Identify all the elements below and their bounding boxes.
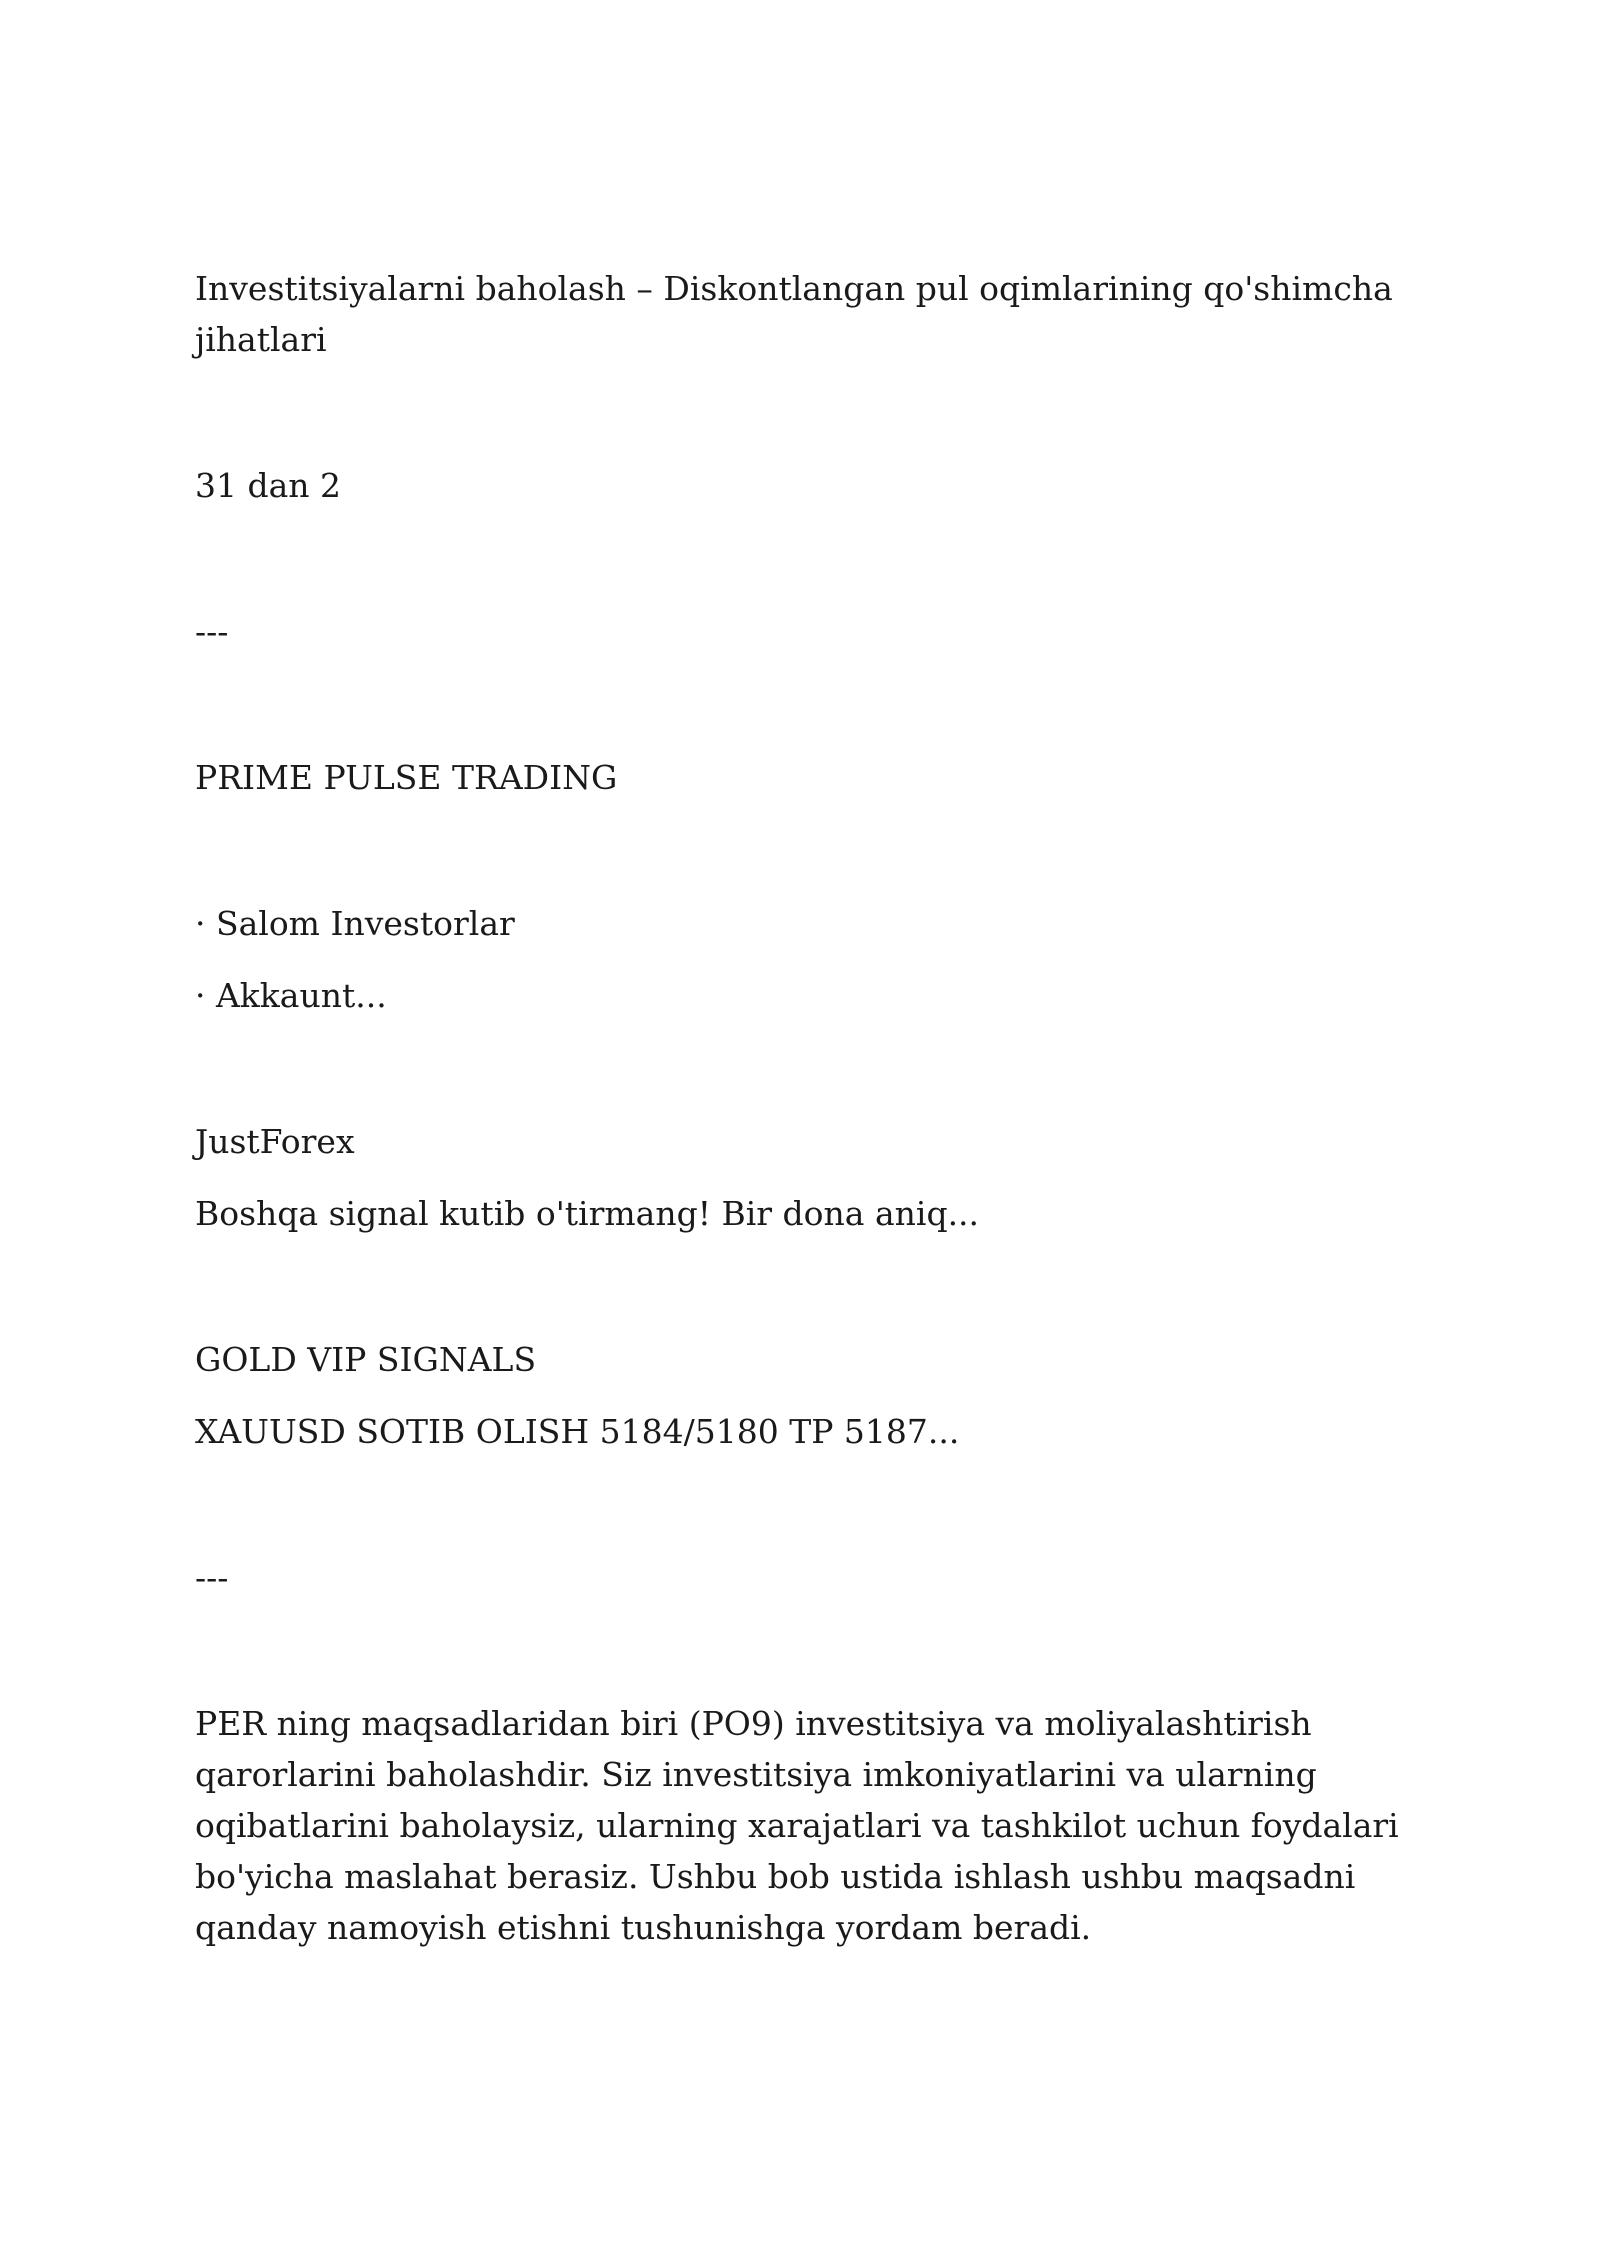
body-paragraph: PER ning maqsadlaridan biri (PO9) investitsiya va moliyalashtirish qarorlarini baholashdir. Siz investitsiya imkoniyatlarini va ularning oqibatlarini baholaysiz, ularning xarajatlari va tashkilot uchun foydalari bo'yicha maslahat berasiz. Ushbu bob ustida ishlash ushbu maqsadni qanday namoyish etishni tushunishga yordam beradi.	[195, 1704, 1410, 1947]
feed-bullet[interactable]: · Akkaunt...	[195, 976, 387, 1015]
feed-item-message[interactable]: Boshqa signal kutib o'tirmang! Bir dona aniq...	[195, 1194, 980, 1233]
feed-bullet[interactable]: · Salom Investorlar	[195, 904, 515, 943]
page-title: Investitsiyalarni baholash – Diskontlangan pul oqimlarining qo'shimcha jihatlari	[195, 269, 1404, 359]
feed-item-name[interactable]: JustForex	[195, 1122, 355, 1161]
page-indicator: 31 dan 2	[195, 466, 342, 505]
separator: ---	[195, 612, 229, 651]
feed-item-name[interactable]: GOLD VIP SIGNALS	[195, 1340, 537, 1379]
separator: ---	[195, 1558, 229, 1597]
feed-item-message[interactable]: XAUUSD SOTIB OLISH 5184/5180 TP 5187...	[195, 1412, 960, 1451]
feed-heading[interactable]: PRIME PULSE TRADING	[195, 758, 618, 797]
